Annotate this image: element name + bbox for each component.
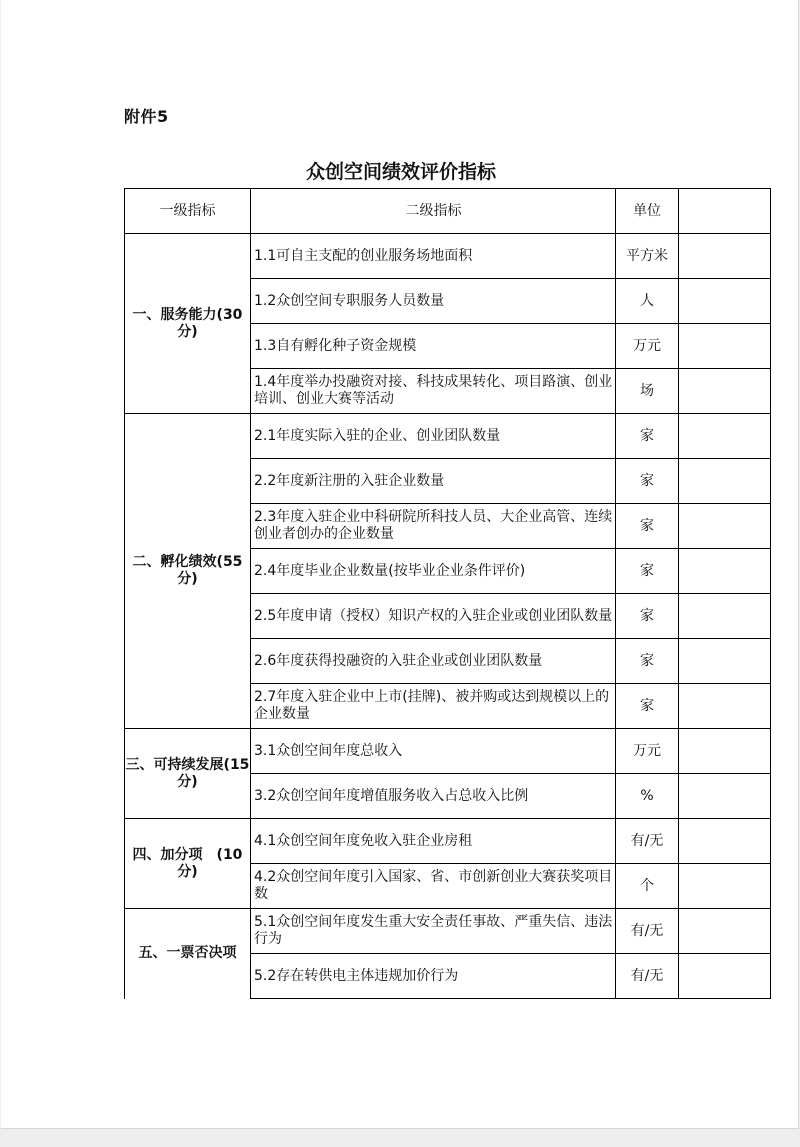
- blank-cell: [679, 324, 771, 369]
- blank-cell: [679, 864, 771, 909]
- header-level1: 一级指标: [125, 189, 251, 234]
- unit-cell: 家: [616, 684, 679, 729]
- blank-cell: [679, 414, 771, 459]
- header-level2: 二级指标: [251, 189, 616, 234]
- level2-indicator: 2.4年度毕业企业数量(按毕业企业条件评价): [251, 549, 616, 594]
- blank-cell: [679, 819, 771, 864]
- level2-indicator: 2.5年度申请（授权）知识产权的入驻企业或创业团队数量: [251, 594, 616, 639]
- blank-cell: [679, 729, 771, 774]
- unit-cell: 家: [616, 549, 679, 594]
- table-row: [125, 729, 771, 774]
- unit-cell: 有/无: [616, 954, 679, 999]
- level2-indicator: 4.1众创空间年度免收入驻企业房租: [251, 819, 616, 864]
- blank-cell: [679, 279, 771, 324]
- level2-indicator: 3.2众创空间年度增值服务收入占总收入比例: [251, 774, 616, 819]
- level1-indicator: 四、加分项 (10分): [125, 819, 251, 909]
- unit-cell: 家: [616, 594, 679, 639]
- blank-cell: [679, 369, 771, 414]
- unit-cell: %: [616, 774, 679, 819]
- blank-cell: [679, 954, 771, 999]
- unit-cell: 万元: [616, 324, 679, 369]
- level2-indicator: 2.1年度实际入驻的企业、创业团队数量: [251, 414, 616, 459]
- level2-indicator: 2.7年度入驻企业中上市(挂牌)、被并购或达到规模以上的企业数量: [251, 684, 616, 729]
- unit-cell: 有/无: [616, 909, 679, 954]
- blank-cell: [679, 549, 771, 594]
- level2-indicator: 2.6年度获得投融资的入驻企业或创业团队数量: [251, 639, 616, 684]
- table-row: [125, 819, 771, 864]
- header-extra: [679, 189, 771, 234]
- blank-cell: [679, 639, 771, 684]
- level2-indicator: 1.2众创空间专职服务人员数量: [251, 279, 616, 324]
- level2-indicator: 1.4年度举办投融资对接、科技成果转化、项目路演、创业培训、创业大赛等活动: [251, 369, 616, 414]
- unit-cell: 家: [616, 639, 679, 684]
- table-header-row: [125, 189, 771, 234]
- level2-indicator: 1.3自有孵化种子资金规模: [251, 324, 616, 369]
- blank-cell: [679, 504, 771, 549]
- unit-cell: 场: [616, 369, 679, 414]
- blank-cell: [679, 909, 771, 954]
- level2-indicator: 4.2众创空间年度引入国家、省、市创新创业大赛获奖项目数: [251, 864, 616, 909]
- unit-cell: 个: [616, 864, 679, 909]
- unit-cell: 家: [616, 504, 679, 549]
- unit-cell: 家: [616, 414, 679, 459]
- level1-indicator: 三、可持续发展(15分): [125, 729, 251, 819]
- blank-cell: [679, 234, 771, 279]
- level1-indicator: 五、一票否决项: [125, 909, 251, 999]
- level2-indicator: 5.1众创空间年度发生重大安全责任事故、严重失信、违法行为: [251, 909, 616, 954]
- unit-cell: 人: [616, 279, 679, 324]
- document-page: [1, 0, 799, 1129]
- blank-cell: [679, 459, 771, 504]
- unit-cell: 家: [616, 459, 679, 504]
- level2-indicator: 2.2年度新注册的入驻企业数量: [251, 459, 616, 504]
- table-row: [125, 414, 771, 459]
- unit-cell: 有/无: [616, 819, 679, 864]
- indicator-table: [124, 188, 771, 999]
- level1-indicator: 一、服务能力(30分): [125, 234, 251, 414]
- header-unit: 单位: [616, 189, 679, 234]
- level2-indicator: 2.3年度入驻企业中科研院所科技人员、大企业高管、连续创业者创办的企业数量: [251, 504, 616, 549]
- level1-indicator: 二、孵化绩效(55分): [125, 414, 251, 729]
- unit-cell: 万元: [616, 729, 679, 774]
- unit-cell: 平方米: [616, 234, 679, 279]
- table-row: [125, 909, 771, 954]
- level2-indicator: 1.1可自主支配的创业服务场地面积: [251, 234, 616, 279]
- table-row: [125, 234, 771, 279]
- level2-indicator: 3.1众创空间年度总收入: [251, 729, 616, 774]
- blank-cell: [679, 594, 771, 639]
- blank-cell: [679, 684, 771, 729]
- attachment-label: 附件5: [124, 107, 169, 126]
- page-title: 众创空间绩效评价指标: [305, 161, 496, 183]
- blank-cell: [679, 774, 771, 819]
- level2-indicator: 5.2存在转供电主体违规加价行为: [251, 954, 616, 999]
